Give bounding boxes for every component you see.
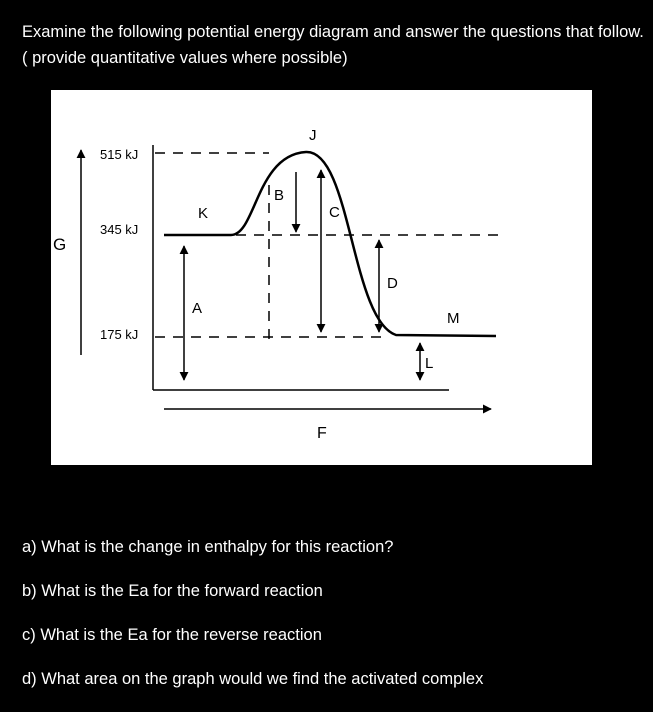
question-d: d) What area on the graph would we find the activated complex: [22, 670, 484, 688]
question-a: a) What is the change in enthalpy for this reaction?: [22, 538, 394, 556]
label-c: C: [329, 204, 340, 221]
label-b: B: [274, 187, 285, 204]
label-a: A: [192, 300, 203, 317]
label-m: M: [447, 310, 460, 327]
diagram-svg: [51, 90, 592, 465]
f-axis-label: F: [317, 425, 327, 442]
energy-label-175: 175 kJ: [100, 327, 139, 342]
g-axis-label: G: [53, 235, 67, 254]
energy-curve: [164, 152, 496, 336]
potential-energy-diagram: [51, 90, 592, 465]
question-b: b) What is the Ea for the forward reaction: [22, 582, 323, 600]
energy-label-345: 345 kJ: [100, 222, 139, 237]
label-l: L: [425, 355, 434, 372]
question-c: c) What is the Ea for the reverse reaction: [22, 626, 322, 644]
question-list: [22, 536, 642, 712]
label-k: K: [198, 205, 209, 222]
instructions-text: Examine the following potential energy diagram and answer the questions that follow. ( provide quantitative values where possible): [22, 23, 644, 67]
label-j: J: [309, 127, 317, 144]
energy-label-515: 515 kJ: [100, 147, 139, 162]
label-d: D: [387, 275, 398, 292]
